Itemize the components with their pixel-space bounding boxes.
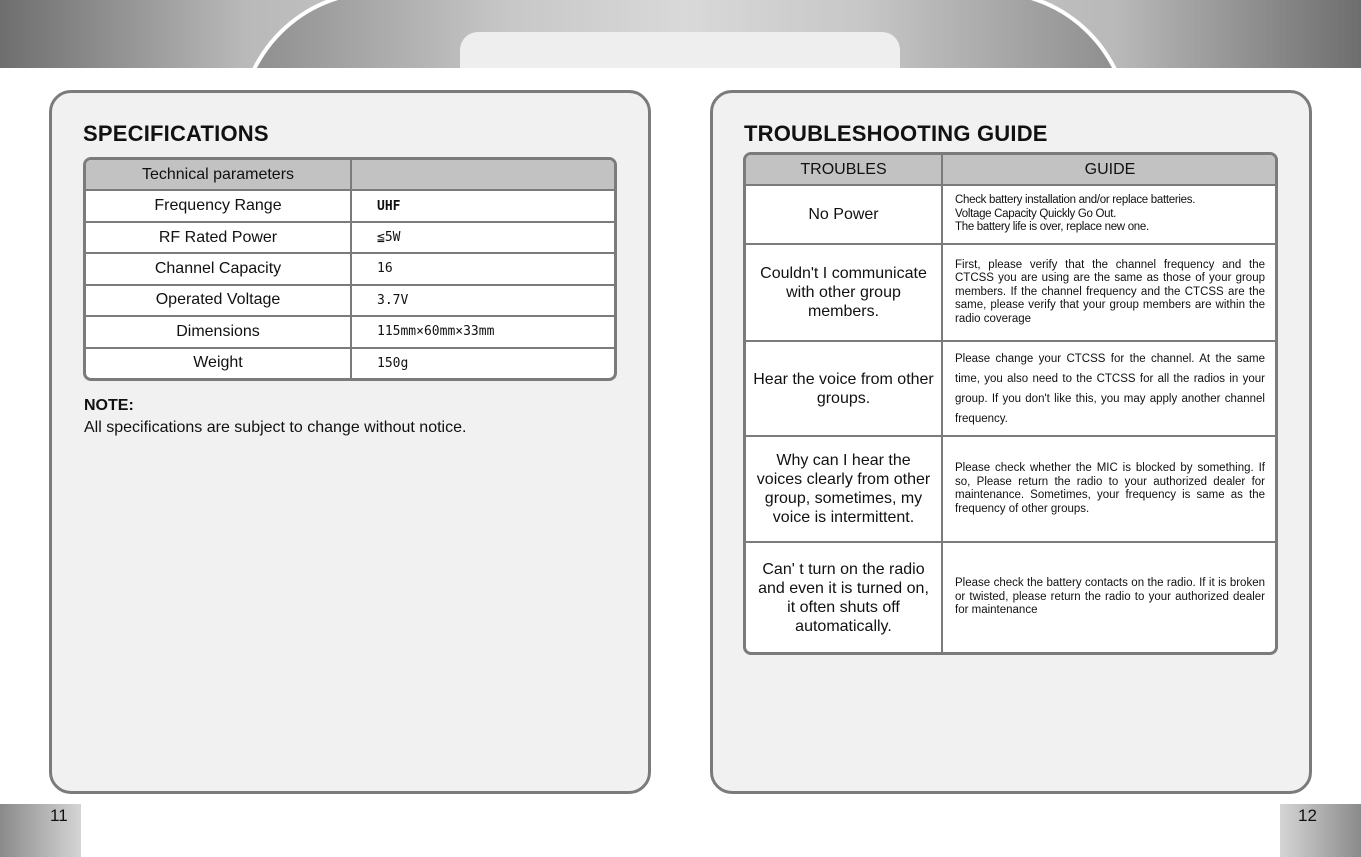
spec-parameter: Frequency Range <box>86 190 351 221</box>
spec-parameter: Operated Voltage <box>86 285 351 316</box>
guide-cell: Please check the battery contacts on the radio. If it is broken or twisted, please return the radio to your authorized dealer for maintenance <box>942 542 1275 652</box>
page-number-tab-right <box>1280 804 1361 857</box>
table-row <box>86 253 614 284</box>
specifications-table <box>83 157 617 381</box>
spec-value: 115mm×60mm×33mm <box>351 316 614 347</box>
table-header-row <box>86 160 614 190</box>
header-banner <box>0 0 1361 68</box>
note-text: All specifications are subject to change without notice. <box>84 419 467 436</box>
trouble-cell: Hear the voice from other groups. <box>746 341 942 436</box>
header-cell: Technical parameters <box>86 160 351 190</box>
table-header-row <box>746 155 1275 185</box>
trouble-cell: Can' t turn on the radio and even it is turned on, it often shuts off automatically. <box>746 542 942 652</box>
spec-parameter: Weight <box>86 348 351 378</box>
trouble-cell: Couldn't I communicate with other group members. <box>746 244 942 341</box>
header-tab <box>460 32 900 68</box>
table-row <box>86 190 614 221</box>
header-cell: GUIDE <box>942 155 1275 185</box>
table-row <box>86 348 614 378</box>
guide-cell: Check battery installation and/or replace batteries. Voltage Capacity Quickly Go Out. The battery life is over, replace new one. <box>942 185 1275 244</box>
specifications-heading: SPECIFICATIONS <box>83 121 269 146</box>
troubleshooting-table <box>743 152 1278 655</box>
table-row <box>746 436 1275 542</box>
table-row <box>746 341 1275 436</box>
spec-value: 150g <box>351 348 614 378</box>
troubleshooting-heading: TROUBLESHOOTING GUIDE <box>744 121 1048 146</box>
table-row <box>746 185 1275 244</box>
guide-cell: First, please verify that the channel frequency and the CTCSS you are using are the same as those of your group members. If the channel frequency and the CTCSS are the same, please verify that your group members are within the radio coverage <box>942 244 1275 341</box>
spec-value: 16 <box>351 253 614 284</box>
table-row <box>746 244 1275 341</box>
header-cell: TROUBLES <box>746 155 942 185</box>
spec-value: 3.7V <box>351 285 614 316</box>
spec-parameter: Dimensions <box>86 316 351 347</box>
header-cell <box>351 160 614 190</box>
guide-cell: Please change your CTCSS for the channel. At the same time, you also need to the CTCSS for all the radios in your group. If you don't like this, you may apply another channel frequency. <box>942 341 1275 436</box>
table-row <box>86 285 614 316</box>
guide-cell: Please check whether the MIC is blocked by something. If so, Please return the radio to your authorized dealer for maintenance. Sometimes, your frequency is same as the frequency of other groups. <box>942 436 1275 542</box>
trouble-cell: Why can I hear the voices clearly from other group, sometimes, my voice is intermittent. <box>746 436 942 542</box>
table-row <box>86 316 614 347</box>
spec-parameter: RF Rated Power <box>86 222 351 253</box>
table-row <box>86 222 614 253</box>
page-number-left: 11 <box>50 806 68 825</box>
spec-value: UHF <box>351 190 614 221</box>
page-number-right: 12 <box>1298 806 1317 825</box>
page-number-tab-left <box>0 804 81 857</box>
table-row <box>746 542 1275 652</box>
trouble-cell: No Power <box>746 185 942 244</box>
spec-parameter: Channel Capacity <box>86 253 351 284</box>
spec-value: ≦5W <box>351 222 614 253</box>
note-label: NOTE: <box>84 397 134 414</box>
